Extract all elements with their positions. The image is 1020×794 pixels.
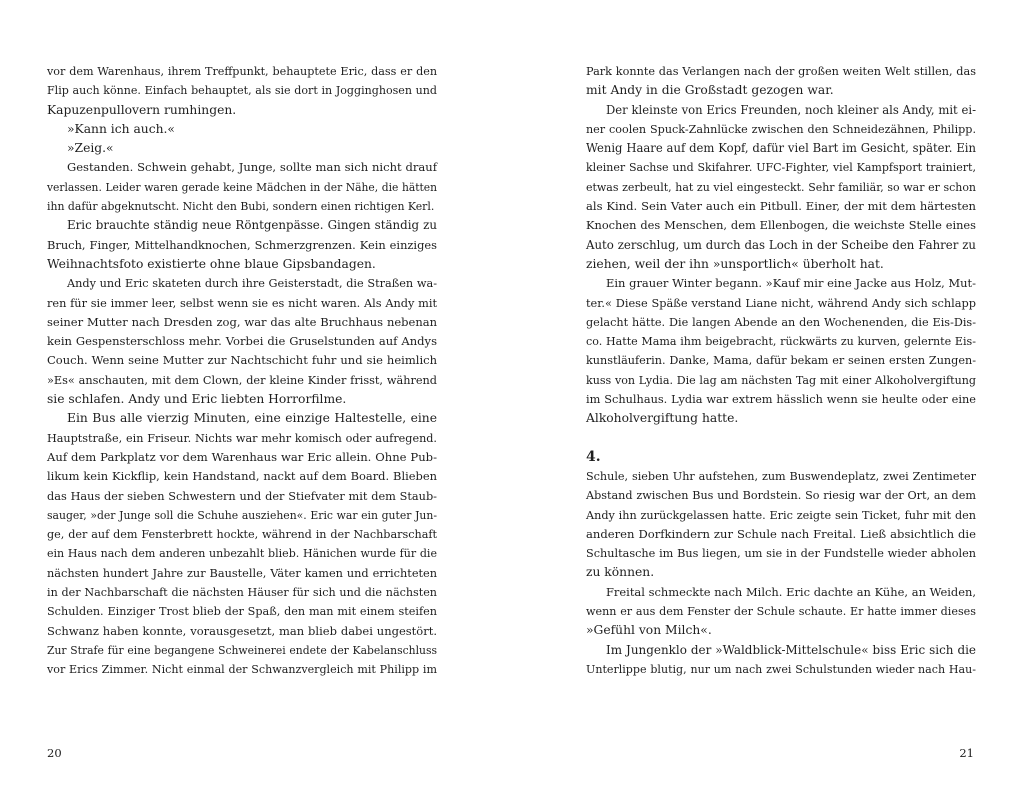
text-line: Ein grauer Winter begann. »Kauf mir eine Jacke aus Holz, Mut-	[606, 276, 976, 291]
text-line: kuss von Lydia. Die lag am nächsten Tag mit einer Alkoholvergiftung	[586, 373, 976, 387]
text-line: Schulden. Einziger Trost blieb der Spaß, den man mit einem steifen	[47, 605, 437, 619]
page-number-right: 21	[959, 746, 974, 760]
text-line: mit Andy in die Großstadt gezogen war.	[586, 83, 834, 98]
text-line: Couch. Wenn seine Mutter zur Nachtschicht fuhr und sie heimlich	[47, 353, 437, 368]
text-line: ein Haus nach dem anderen unbezahlt blieb. Hänichen wurde für die	[47, 547, 437, 561]
text-line: Ein Bus alle vierzig Minuten, eine einzige Haltestelle, eine	[67, 411, 437, 426]
text-line: vor dem Warenhaus, ihrem Treffpunkt, behauptete Eric, dass er den	[47, 65, 437, 78]
text-line: etwas zerbeult, hat zu viel eingesteckt. Sehr familiär, so war er schon	[586, 180, 976, 194]
text-line: Knochen des Menschen, dem Ellenbogen, die weichste Stelle eines	[586, 218, 976, 233]
left-page	[47, 62, 437, 680]
text-line: Kapuzenpullovern rumhingen.	[47, 102, 237, 117]
text-line: ren für sie immer leer, selbst wenn sie es nicht waren. Als Andy mit	[47, 296, 437, 310]
text-line: verlassen. Leider waren gerade keine Mädchen in der Nähe, die hätten	[47, 180, 437, 194]
text-line: »Gefühl von Milch«.	[586, 623, 712, 638]
text-line: likum kein Kickflip, kein Handstand, nackt auf dem Board. Blieben	[47, 469, 437, 484]
text-line: Bruch, Finger, Mittelhandknochen, Schmerzgrenzen. Kein einziges	[47, 237, 437, 252]
text-line: »Zeig.«	[67, 141, 114, 156]
text-line: vor Erics Zimmer. Nicht einmal der Schwanzvergleich mit Philipp im	[47, 663, 437, 677]
text-line: co. Hatte Mama ihm beigebracht, rückwärts zu kurven, gelernte Eis-	[586, 335, 976, 349]
text-line: Gestanden. Schwein gehabt, Junge, sollte man sich nicht drauf	[67, 160, 437, 175]
text-line: zu können.	[586, 565, 655, 580]
text-line: Alkoholvergiftung hatte.	[586, 411, 739, 426]
text-line: Hauptstraße, ein Friseur. Nichts war mehr komisch oder aufregend.	[47, 431, 437, 445]
text-line: anderen Dorfkindern zur Schule nach Freital. Ließ absichtlich die	[586, 526, 976, 541]
text-line: Wenig Haare auf dem Kopf, dafür viel Bart im Gesicht, später. Ein	[586, 141, 976, 156]
text-line: Weihnachtsfoto existierte ohne blaue Gipsbandagen.	[47, 256, 376, 271]
text-line: das Haus der sieben Schwestern und der Stiefvater mit dem Staub-	[47, 489, 437, 503]
text-line: seiner Mutter nach Dresden zog, war das alte Bruchhaus nebenan	[47, 314, 437, 329]
text-line: sie schlafen. Andy und Eric liebten Horrorfilme.	[47, 392, 347, 407]
text-line: in der Nachbarschaft die nächsten Häuser für sich und die nächsten	[47, 586, 437, 600]
text-line: nächsten hundert Jahre zur Baustelle, Väter kamen und errichteten	[47, 566, 437, 580]
text-line: Flip auch könne. Einfach behauptet, als sie dort in Jogginghosen und	[47, 84, 437, 98]
text-line: sauger, »der Junge soll die Schuhe ausziehen«. Eric war ein guter Jun-	[47, 508, 437, 522]
text-line: Auf dem Parkplatz vor dem Warenhaus war Eric allein. Ohne Pub-	[47, 449, 437, 464]
text-line: kleiner Sachse und Skifahrer. UFC-Fighter, viel Kampfsport trainiert,	[586, 161, 976, 175]
text-line: Andy ihn zurückgelassen hatte. Eric zeigte sein Ticket, fuhr mit den	[586, 508, 976, 522]
text-line: Freital schmeckte nach Milch. Eric dachte an Kühe, an Weiden,	[606, 584, 976, 599]
chapter-heading: 4.	[586, 448, 601, 465]
text-line: ter.« Diese Späße verstand Liane nicht, während Andy sich schlapp	[586, 295, 976, 310]
text-line: Schultasche im Bus liegen, um sie in der Fundstelle wieder abholen	[586, 547, 976, 561]
text-line: Unterlippe blutig, nur um nach zwei Schulstunden wieder nach Hau-	[586, 662, 976, 676]
text-line: Andy und Eric skateten durch ihre Geisterstadt, die Straßen wa-	[67, 277, 437, 291]
text-line: Schwanz haben konnte, vorausgesetzt, man blieb dabei ungestört.	[47, 623, 437, 638]
text-line: Park konnte das Verlangen nach der großen weiten Welt stillen, das	[586, 65, 976, 78]
text-line: kunstläuferin. Danke, Mama, dafür bekam er seinen ersten Zungen-	[586, 354, 976, 368]
text-line: ge, der auf dem Fensterbrett hockte, während in der Nachbarschaft	[47, 528, 437, 542]
text-line: ihn dafür abgeknutscht. Nicht den Bubi, sondern einen richtigen Kerl.	[47, 200, 435, 214]
text-line: »Kann ich auch.«	[67, 121, 175, 136]
text-line: kein Gespensterschloss mehr. Vorbei die Gruselstunden auf Andys	[47, 334, 437, 349]
text-line: ziehen, weil der ihn »unsportlich« überholt hat.	[586, 256, 884, 271]
text-line: wenn er aus dem Fenster der Schule schaute. Er hatte immer dieses	[586, 605, 976, 619]
text-line: ner coolen Spuck-Zahnlücke zwischen den Schneidezähnen, Philipp.	[586, 122, 976, 136]
text-line: Im Jungenklo der »Waldblick-Mittelschule« biss Eric sich die	[606, 642, 976, 657]
text-line: Abstand zwischen Bus und Bordstein. So riesig war der Ort, an dem	[586, 489, 976, 503]
right-page	[586, 62, 976, 679]
text-line: »Es« anschauten, mit dem Clown, der kleine Kinder frisst, während	[47, 373, 437, 387]
text-line: Schule, sieben Uhr aufstehen, zum Buswendeplatz, zwei Zentimeter	[586, 469, 976, 483]
text-line: Zur Strafe für eine begangene Schweinerei endete der Kabelanschluss	[47, 643, 437, 657]
text-line: Auto zerschlug, um durch das Loch in der Scheibe den Fahrer zu	[586, 237, 976, 252]
text-line: Der kleinste von Erics Freunden, noch kleiner als Andy, mit ei-	[606, 102, 976, 117]
text-line: als Kind. Sein Vater auch ein Pitbull. Einer, der mit dem härtesten	[586, 199, 976, 214]
text-line: Eric brauchte ständig neue Röntgenpässe. Gingen ständig zu	[67, 218, 437, 233]
page-number-left: 20	[47, 746, 62, 760]
text-line: gelacht hätte. Die langen Abende an den Wochenenden, die Eis-Dis-	[586, 315, 976, 329]
text-line: im Schulhaus. Lydia war extrem hässlich wenn sie heulte oder eine	[586, 392, 976, 407]
